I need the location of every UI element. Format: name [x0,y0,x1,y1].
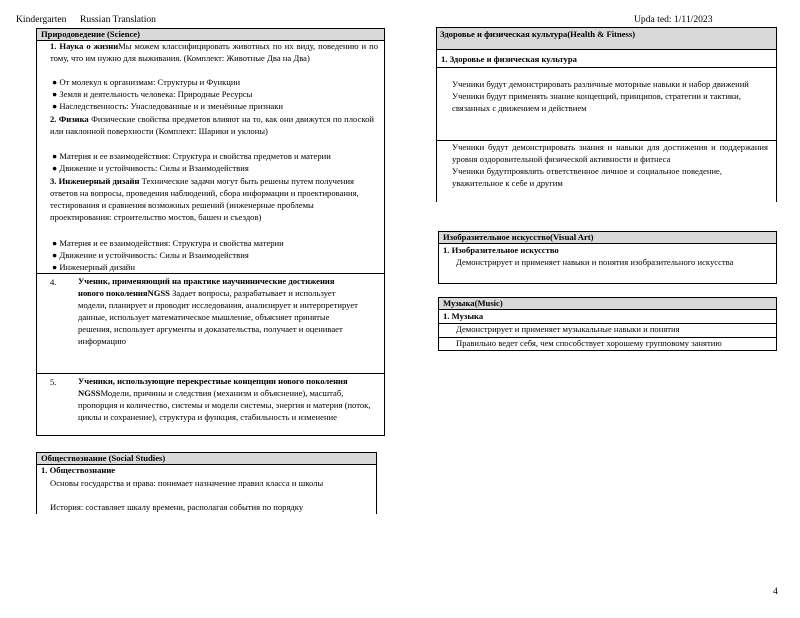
header-grade: Kindergarten [16,14,67,25]
health-line: Ученики будутпроявлять ответственное личное и социальное поведение, уважительное к себе и другим [452,165,722,188]
divider [436,67,777,68]
social-line-civics: Основы государства и права: понимает назначение правил класса и школы [50,478,324,488]
music-line-skills: Демонстрирует и применяет музыкальные навыки и понятия [456,324,680,334]
health-paragraph-2 [452,142,768,190]
health-title-ru: Здоровье и физическая культура [440,29,568,39]
page-number: 4 [773,586,778,597]
item-bold: Наука о жизни [59,41,119,51]
music-item-1: 1. Музыка [443,311,484,321]
health-line: Ученики будут демонстрировать знания и навыки для достижения и поддержания уровня оздоровительной физической активности и фитнеса [452,142,768,164]
health-paragraph-1 [452,79,757,115]
health-title-en: (Health & Fitness) [567,29,636,39]
item-text: Мы можем классифицировать животных по их виду, поведению и по тому, что им нужно для выживания. (Комплект: Животные Два на Два) [50,41,378,63]
science-item-ngss-practices [78,276,358,347]
science-title: Природоведение (Science) [37,29,384,41]
item-bold: Ученики, использующие перекрестные концепции нового поколения [78,376,348,386]
science-bullets-2 [52,151,382,175]
item-ngss: NGSS [147,287,170,298]
social-line-history: История: составляет шкалу времени, располагая события по порядку [50,502,304,512]
art-title: Изобразительное искусство(Visual Art) [439,232,776,244]
divider [36,273,385,274]
item-number: 3. [50,176,57,186]
science-item-4-number: 4. [50,277,57,287]
social-item-1: 1. Обществознание [41,465,116,475]
science-item-5-number: 5. [50,377,57,387]
science-bullets-1 [52,77,382,113]
art-text: Демонстрирует и применяет навыки и понятия изобразительного искусства [456,257,734,267]
item-bold: Физика [58,114,89,124]
item-text: Модели, причины и следствия (механизм и объяснение), масштаб, пропорция и количество, системы и модели системы, энергия и материя (поток, циклы и сохранение), структура и функция, стабильность и изменение [78,387,371,422]
bullet-item: ● Движение и устойчивость: Силы и Взаимодействия [52,249,249,260]
health-item-1: 1. Здоровье и физическая культура [441,54,577,64]
item-number: 2. [50,114,57,124]
header-updated: Upda ted: 1/11/2023 [634,14,713,25]
health-line: Ученики будут применять знание концепций, принципов, стратегии и тактики, связанных с движением и действием [452,90,741,113]
science-item-physics [50,114,374,138]
item-bold: Инженерный дизайн [58,176,140,186]
item-text: Технические задачи могут быть решены путем получения ответов на вопросы, проведения наблюдений, сбора информации и проектирования, тестирования и сравнения возможных решений (инженерные проблемы проектирования: строительство мостов, башен и съездов) [50,176,359,222]
item-ngss: NGSS [78,387,101,398]
science-item-ngss-concepts [78,376,378,424]
bullet-item: ● Земля и деятельность человека: Природные Ресурсы [52,88,253,99]
music-title: Музыка(Music) [439,298,776,310]
social-title: Обществознание (Social Studies) [37,453,376,465]
bullet-item: ● Материя и ее взаимодействия: Структура и свойства материи [52,238,284,248]
art-item-1: 1. Изобразительное искусство [443,245,559,255]
health-title [437,28,776,50]
science-bullets-3 [52,238,382,274]
item-text: Физические свойства предметов влияют на то, как они движутся по плоской или наклонной поверхности (Комплект: Шарики и уклоны) [50,114,374,136]
health-line: Ученики будут демонстрировать различные моторные навыки и набор движений [452,79,749,89]
bullet-item: ● Движение и устойчивость: Силы и Взаимодействия [52,162,249,173]
music-line-behavior: Правильно ведет себя, чем способствует хорошему групповому занятию [456,338,722,348]
header-translation: Russian Translation [80,14,156,25]
science-item-engineering [50,176,362,224]
item-bold: Ученик, применяющий на практике научнинические достижения нового поколения [78,276,335,298]
divider [36,373,385,374]
bullet-item: ● Инженерный дизайн [52,261,135,272]
bullet-item: ● Материя и ее взаимодействия: Структура и свойства предметов и материи [52,151,331,161]
divider [436,140,777,141]
item-number: 1. [50,41,57,51]
item-text: Задает вопросы, разрабатывает и использует модели, планирует и проводит исследования, анализирует и интерпретирует данные, использует математическое мышление, объясняет принятые решения, использует аргументы и доказательства, получает и оценивает информацию [78,287,358,346]
bullet-item: ● От молекул к организмам: Структуры и Функции [52,77,241,87]
science-item-life [50,41,378,65]
bullet-item: ● Наследственность: Унаследованные и и зменённые признаки [52,100,284,111]
